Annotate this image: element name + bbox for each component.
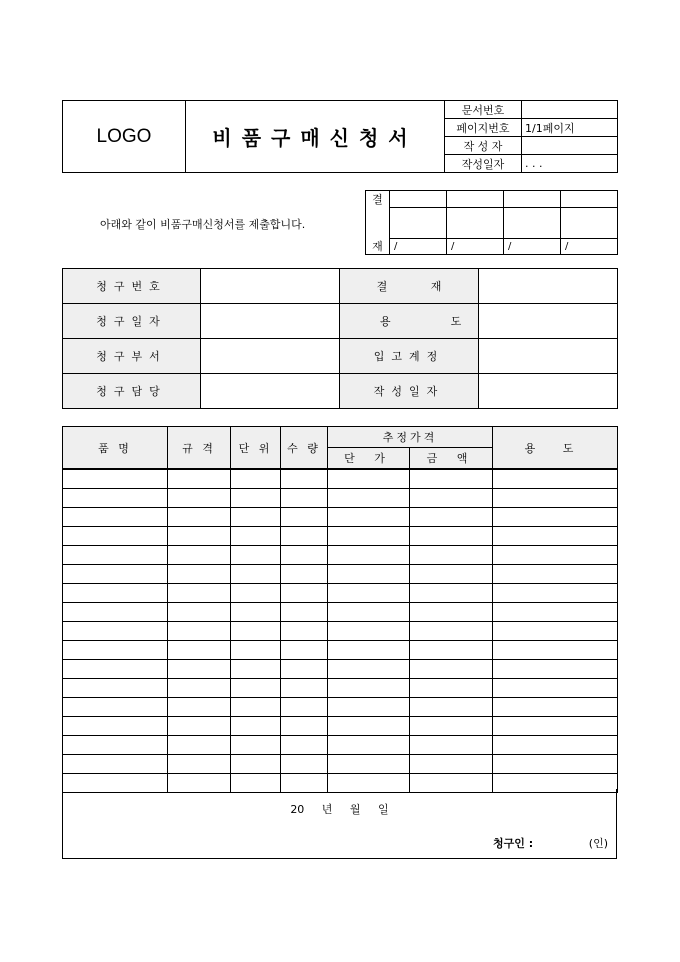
table-cell[interactable] bbox=[231, 641, 281, 660]
field-request-manager[interactable] bbox=[201, 374, 340, 409]
footer-date[interactable]: 20 년 월 일 bbox=[290, 803, 389, 816]
items-body bbox=[63, 469, 618, 793]
table-cell[interactable] bbox=[493, 584, 618, 603]
table-cell[interactable] bbox=[168, 660, 231, 679]
col-header-spec: 규 격 bbox=[168, 427, 231, 470]
col-header-est-price: 추정가격 bbox=[328, 427, 493, 448]
table-cell[interactable] bbox=[328, 622, 410, 641]
table-cell[interactable] bbox=[410, 736, 493, 755]
table-cell[interactable] bbox=[493, 565, 618, 584]
label-request-date: 청구일자 bbox=[63, 304, 201, 339]
intro-text: 아래와 같이 비품구매신청서를 제출합니다. bbox=[100, 218, 306, 231]
table-cell[interactable] bbox=[410, 546, 493, 565]
approval-sign-4[interactable] bbox=[561, 207, 618, 238]
table-cell[interactable] bbox=[168, 469, 231, 489]
table-cell[interactable] bbox=[281, 736, 328, 755]
table-cell[interactable] bbox=[328, 679, 410, 698]
table-cell[interactable] bbox=[328, 469, 410, 489]
table-cell[interactable] bbox=[231, 679, 281, 698]
table-cell[interactable] bbox=[63, 527, 168, 546]
table-cell[interactable] bbox=[410, 660, 493, 679]
approval-title-3[interactable] bbox=[504, 191, 561, 208]
label-stock-account: 입고계정 bbox=[340, 339, 479, 374]
table-cell[interactable] bbox=[168, 736, 231, 755]
table-cell[interactable] bbox=[231, 660, 281, 679]
col-header-unit: 단 위 bbox=[231, 427, 281, 470]
meta-value-doc-number[interactable] bbox=[522, 101, 618, 119]
col-header-purpose: 용 도 bbox=[493, 427, 618, 470]
approval-date-1[interactable]: / bbox=[390, 238, 447, 255]
table-cell[interactable] bbox=[328, 660, 410, 679]
table-cell[interactable] bbox=[493, 698, 618, 717]
table-cell[interactable] bbox=[493, 622, 618, 641]
meta-label-author: 작 성 자 bbox=[445, 137, 522, 155]
col-header-qty: 수 량 bbox=[281, 427, 328, 470]
header-table bbox=[62, 100, 618, 173]
approval-label-top: 결 bbox=[366, 191, 390, 208]
table-cell[interactable] bbox=[328, 698, 410, 717]
table-cell[interactable] bbox=[231, 603, 281, 622]
table-row bbox=[63, 698, 618, 717]
table-cell[interactable] bbox=[168, 527, 231, 546]
table-cell[interactable] bbox=[410, 622, 493, 641]
table-cell[interactable] bbox=[63, 603, 168, 622]
table-cell[interactable] bbox=[168, 755, 231, 774]
table-cell[interactable] bbox=[168, 603, 231, 622]
table-cell[interactable] bbox=[328, 755, 410, 774]
table-cell[interactable] bbox=[168, 546, 231, 565]
meta-label-doc-number: 문서번호 bbox=[445, 101, 522, 119]
table-cell[interactable] bbox=[63, 546, 168, 565]
table-cell[interactable] bbox=[281, 679, 328, 698]
col-header-amount: 금 액 bbox=[410, 448, 493, 470]
label-request-dept: 청구부서 bbox=[63, 339, 201, 374]
table-cell[interactable] bbox=[410, 717, 493, 736]
table-cell[interactable] bbox=[168, 698, 231, 717]
approval-sign-3[interactable] bbox=[504, 207, 561, 238]
table-cell[interactable] bbox=[231, 736, 281, 755]
table-row bbox=[63, 469, 618, 489]
label-approval-char-2: 재 bbox=[430, 280, 442, 293]
label-created-date: 작성일자 bbox=[340, 374, 479, 409]
table-cell[interactable] bbox=[281, 698, 328, 717]
table-cell[interactable] bbox=[168, 717, 231, 736]
label-request-manager: 청구담당 bbox=[63, 374, 201, 409]
table-cell[interactable] bbox=[410, 469, 493, 489]
table-row bbox=[63, 660, 618, 679]
table-cell[interactable] bbox=[63, 698, 168, 717]
table-row bbox=[63, 736, 618, 755]
approval-sign-2[interactable] bbox=[447, 207, 504, 238]
table-cell[interactable] bbox=[281, 717, 328, 736]
table-cell[interactable] bbox=[328, 527, 410, 546]
table-row bbox=[63, 489, 618, 508]
table-cell[interactable] bbox=[231, 469, 281, 489]
table-cell[interactable] bbox=[231, 755, 281, 774]
table-cell[interactable] bbox=[328, 489, 410, 508]
label-approval-char-1: 결 bbox=[376, 280, 388, 293]
table-cell[interactable] bbox=[231, 717, 281, 736]
table-row bbox=[63, 755, 618, 774]
table-cell[interactable] bbox=[63, 679, 168, 698]
table-cell[interactable] bbox=[63, 469, 168, 489]
page-title: 비품구매신청서 bbox=[186, 101, 445, 173]
table-cell[interactable] bbox=[493, 755, 618, 774]
seal-mark: (인) bbox=[588, 837, 608, 850]
table-cell[interactable] bbox=[281, 641, 328, 660]
table-cell[interactable] bbox=[493, 660, 618, 679]
table-cell[interactable] bbox=[63, 622, 168, 641]
table-cell[interactable] bbox=[493, 546, 618, 565]
table-row bbox=[63, 717, 618, 736]
table-cell[interactable] bbox=[168, 641, 231, 660]
approval-date-2[interactable]: / bbox=[447, 238, 504, 255]
table-cell[interactable] bbox=[281, 565, 328, 584]
table-cell[interactable] bbox=[328, 717, 410, 736]
table-cell[interactable] bbox=[328, 546, 410, 565]
table-cell[interactable] bbox=[281, 660, 328, 679]
table-cell[interactable] bbox=[63, 736, 168, 755]
table-cell[interactable] bbox=[231, 508, 281, 527]
table-cell[interactable] bbox=[410, 584, 493, 603]
meta-value-date[interactable]: . . . bbox=[522, 155, 618, 173]
table-cell[interactable] bbox=[231, 622, 281, 641]
table-cell[interactable] bbox=[231, 489, 281, 508]
approval-date-3[interactable]: / bbox=[504, 238, 561, 255]
table-cell[interactable] bbox=[493, 679, 618, 698]
field-request-dept[interactable] bbox=[201, 339, 340, 374]
approval-title-4[interactable] bbox=[561, 191, 618, 208]
table-row bbox=[63, 584, 618, 603]
table-row bbox=[63, 565, 618, 584]
table-cell[interactable] bbox=[328, 565, 410, 584]
label-purpose: 용도 bbox=[340, 304, 479, 339]
table-cell[interactable] bbox=[493, 469, 618, 489]
table-cell[interactable] bbox=[63, 660, 168, 679]
info-table bbox=[62, 268, 618, 409]
table-row bbox=[63, 508, 618, 527]
table-cell[interactable] bbox=[63, 508, 168, 527]
field-stock-account[interactable] bbox=[479, 339, 618, 374]
table-cell[interactable] bbox=[493, 736, 618, 755]
meta-value-author[interactable] bbox=[522, 137, 618, 155]
table-cell[interactable] bbox=[231, 565, 281, 584]
table-cell[interactable] bbox=[410, 679, 493, 698]
table-row bbox=[63, 527, 618, 546]
table-cell[interactable] bbox=[281, 603, 328, 622]
approval-date-4[interactable]: / bbox=[561, 238, 618, 255]
items-table bbox=[62, 426, 618, 793]
label-approval bbox=[340, 269, 479, 304]
meta-label-date: 작성일자 bbox=[445, 155, 522, 173]
meta-label-page-number: 페이지번호 bbox=[445, 119, 522, 137]
approval-sign-1[interactable] bbox=[390, 207, 447, 238]
table-cell[interactable] bbox=[168, 584, 231, 603]
table-row bbox=[63, 679, 618, 698]
table-cell[interactable] bbox=[493, 603, 618, 622]
table-cell[interactable] bbox=[410, 698, 493, 717]
table-cell[interactable] bbox=[493, 508, 618, 527]
label-request-number: 청구번호 bbox=[63, 269, 201, 304]
table-cell[interactable] bbox=[410, 565, 493, 584]
field-approval[interactable] bbox=[479, 269, 618, 304]
table-cell[interactable] bbox=[63, 717, 168, 736]
col-header-name: 품 명 bbox=[63, 427, 168, 470]
table-cell[interactable] bbox=[493, 641, 618, 660]
table-cell[interactable] bbox=[281, 622, 328, 641]
table-cell[interactable] bbox=[63, 489, 168, 508]
table-row bbox=[63, 641, 618, 660]
table-cell[interactable] bbox=[493, 527, 618, 546]
table-cell[interactable] bbox=[281, 508, 328, 527]
logo: LOGO bbox=[63, 101, 186, 173]
table-cell[interactable] bbox=[281, 527, 328, 546]
table-cell[interactable] bbox=[63, 641, 168, 660]
table-cell[interactable] bbox=[493, 489, 618, 508]
footer bbox=[62, 789, 617, 859]
table-cell[interactable] bbox=[168, 679, 231, 698]
approval-table bbox=[365, 190, 618, 255]
approval-title-2[interactable] bbox=[447, 191, 504, 208]
table-cell[interactable] bbox=[168, 565, 231, 584]
table-cell[interactable] bbox=[328, 603, 410, 622]
table-row bbox=[63, 546, 618, 565]
table-cell[interactable] bbox=[281, 469, 328, 489]
table-cell[interactable] bbox=[231, 584, 281, 603]
table-cell[interactable] bbox=[328, 736, 410, 755]
table-cell[interactable] bbox=[63, 565, 168, 584]
table-cell[interactable] bbox=[410, 508, 493, 527]
table-cell[interactable] bbox=[410, 527, 493, 546]
table-cell[interactable] bbox=[231, 698, 281, 717]
requester-label: 청구인 : bbox=[493, 837, 534, 850]
table-cell[interactable] bbox=[328, 508, 410, 527]
field-request-date[interactable] bbox=[201, 304, 340, 339]
field-request-number[interactable] bbox=[201, 269, 340, 304]
table-cell[interactable] bbox=[493, 717, 618, 736]
table-cell[interactable] bbox=[281, 546, 328, 565]
table-cell[interactable] bbox=[168, 489, 231, 508]
table-cell[interactable] bbox=[410, 603, 493, 622]
field-created-date[interactable] bbox=[479, 374, 618, 409]
table-cell[interactable] bbox=[328, 641, 410, 660]
table-cell[interactable] bbox=[281, 755, 328, 774]
col-header-unit-price: 단 가 bbox=[328, 448, 410, 470]
table-cell[interactable] bbox=[231, 546, 281, 565]
approval-label-spacer bbox=[366, 207, 390, 238]
table-row bbox=[63, 622, 618, 641]
table-cell[interactable] bbox=[281, 489, 328, 508]
meta-value-page-number[interactable]: 1/1페이지 bbox=[522, 119, 618, 137]
table-cell[interactable] bbox=[410, 489, 493, 508]
table-cell[interactable] bbox=[281, 584, 328, 603]
approval-label-bottom: 재 bbox=[366, 238, 390, 255]
table-cell[interactable] bbox=[410, 641, 493, 660]
table-cell[interactable] bbox=[231, 527, 281, 546]
table-row bbox=[63, 603, 618, 622]
table-cell[interactable] bbox=[63, 755, 168, 774]
table-cell[interactable] bbox=[328, 584, 410, 603]
approval-title-1[interactable] bbox=[390, 191, 447, 208]
table-cell[interactable] bbox=[410, 755, 493, 774]
table-cell[interactable] bbox=[63, 584, 168, 603]
table-cell[interactable] bbox=[168, 622, 231, 641]
table-cell[interactable] bbox=[168, 508, 231, 527]
